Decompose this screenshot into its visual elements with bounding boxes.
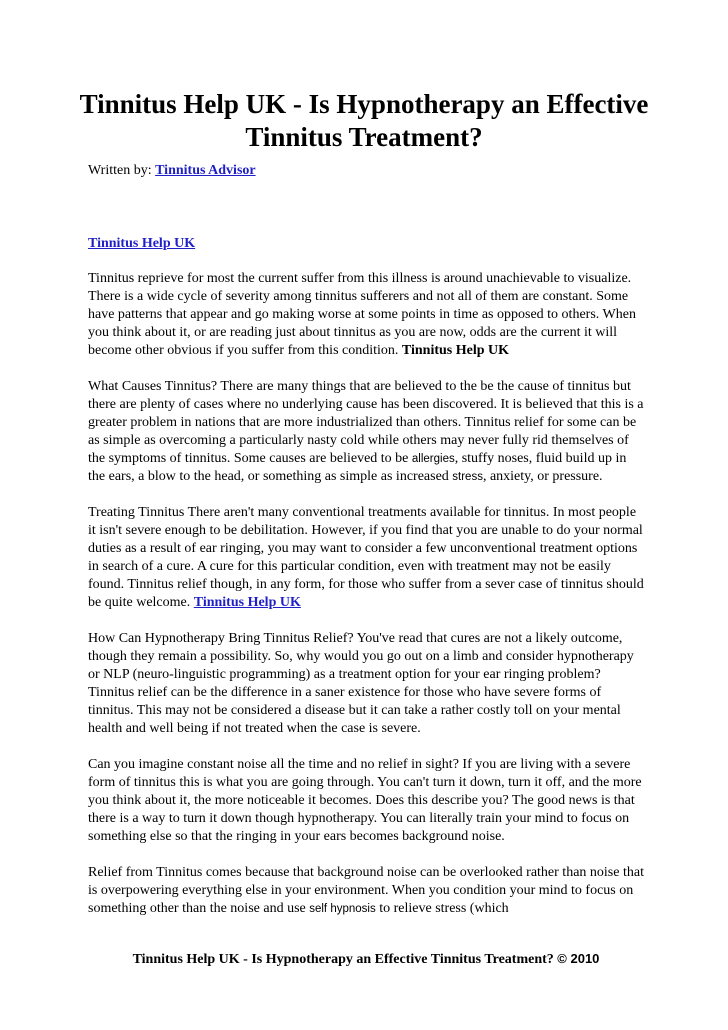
page-footer [88, 950, 644, 969]
paragraph-1-text: Tinnitus reprieve for most the current suffer from this illness is around unachievable to visualize. There is a wide cycle of severity among tinnitus sufferers and not all of them are constant. Some have patterns that appear and go making worse at some points in time as opposed to others. When you think about it, or are reading just about tinnitus as you are now, odds are the current it will become other obvious if you suffer from this condition. [88, 271, 636, 358]
article-body [88, 270, 644, 936]
author-line [88, 162, 256, 180]
paragraph-4-text: How Can Hypnotherapy Bring Tinnitus Relief? You've read that cures are not a likely outcome, though they remain a possibility. So, why would you go out on a limb and consider hypnotherapy or NLP (neuro-linguistic programming) as a treatment option for your ear ringing problem? Tinnitus relief can be the difference in a saner existence for those who have severe forms of tinnitus. This may not be considered a disease but it can take a rather costly toll on your mental health and well being if not treated when the case is severe. [88, 631, 634, 736]
paragraph-2-text-c: , anxiety, or pressure. [482, 469, 603, 484]
author-link[interactable]: Tinnitus Advisor [155, 163, 256, 178]
paragraph-3-text: Treating Tinnitus There aren't many conventional treatments available for tinnitus. In most people it isn't severe enough to be debilitation. However, if you find that you are unable to do your normal duties as a result of ear ringing, you may want to consider a few unconventional treatment options in search of a cure. A cure for this particular condition, even with treatment may not be easily found. Tinnitus relief though, in any form, for those who suffer from a sever case of tinnitus should be quite welcome. [88, 505, 644, 610]
author-label: Written by: [88, 163, 152, 178]
page-title: Tinnitus Help UK - Is Hypnotherapy an Effective Tinnitus Treatment? [79, 89, 649, 152]
paragraph-5 [88, 756, 644, 846]
paragraph-2-text-a: What Causes Tinnitus? There are many things that are believed to the be the cause of tinnitus but there are plenty of cases where no underlying cause has been discovered. It is believed that this is a greater problem in nations that are more industrialized than others. Tinnitus relief for some can be as simple as overcoming a particularly nasty cold while others may never fully rid themselves of the symptoms of tinnitus. Some causes are believed to be [88, 379, 644, 466]
paragraph-2-text-b: , stuffy noses, fluid build up in the ears, a blow to the head, or something as simple as increased [88, 451, 627, 484]
paragraph-2-keyword-allergies: allergies [411, 453, 455, 465]
paragraph-2 [88, 378, 644, 486]
section-heading-link[interactable]: Tinnitus Help UK [88, 236, 196, 251]
paragraph-3 [88, 504, 644, 612]
paragraph-6-text-b: to relieve stress (which [379, 901, 509, 916]
section-heading [88, 235, 195, 253]
paragraph-3-link[interactable]: Tinnitus Help UK [193, 595, 301, 610]
paragraph-6-keyword-self-hypnosis: self hypnosis [309, 903, 376, 915]
paragraph-5-text: Can you imagine constant noise all the time and no relief in sight? If you are living with a severe form of tinnitus this is what you are going through. You can't turn it down, turn it off, and the more you think about it, the more noticeable it becomes. Does this describe you? The good news is that there is a way to turn it down though hypnotherapy. You can literally train your mind to focus on something else so that the ringing in your ears becomes background noise. [88, 757, 642, 844]
paragraph-6 [88, 864, 644, 918]
footer-text: Tinnitus Help UK - Is Hypnotherapy an Effective Tinnitus Treatment? [132, 952, 554, 967]
paragraph-1 [88, 270, 644, 360]
paragraph-4 [88, 630, 644, 738]
paragraph-6-text-a: Relief from Tinnitus comes because that background noise can be overlooked rather than noise that is overpowering everything else in your environment. When you condition your mind to focus on something other than the noise and use [88, 865, 644, 916]
paragraph-1-bold-keyword: Tinnitus Help UK [401, 343, 510, 358]
paragraph-2-keyword-stress: stress [452, 471, 483, 483]
footer-copyright: © 2010 [557, 951, 600, 966]
